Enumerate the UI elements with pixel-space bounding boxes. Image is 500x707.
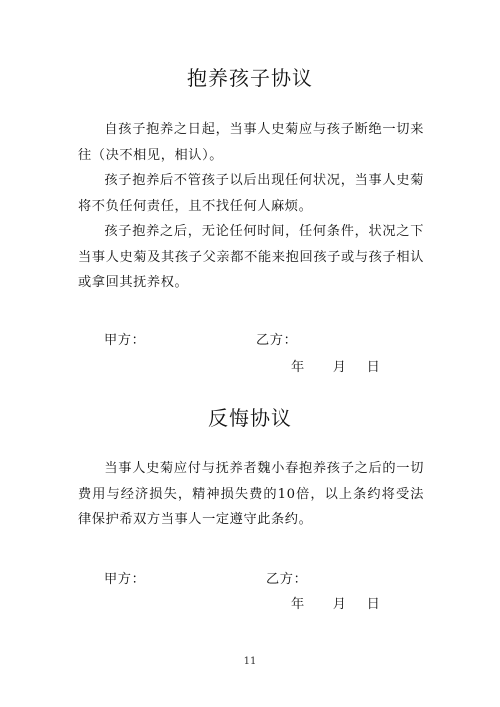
regret-agreement-paragraph: 当事人史菊应付与抚养者魏小春抱养孩子之后的一切费用与经济损失，精神损失费的10倍，以上条约将受法律保护希双方当事人一定遵守此条约。 [78,461,424,527]
regret-agreement-body [78,456,424,533]
regret-party-b-label: 乙方： [266,572,308,587]
agreement-paragraph: 孩子抱养后不管孩子以后出现任何状况，当事人史菊将不负任何责任，且不找任何人麻烦。 [78,173,424,214]
agreement-title: 抱养孩子协议 [187,66,313,90]
date-month-label: 月 [332,360,347,375]
agreement-party-b-label: 乙方： [256,333,298,348]
date-day-label: 日 [366,597,381,612]
regret-agreement-title: 反悔协议 [208,406,292,430]
agreement-body [78,117,424,296]
date-year-label: 年 [291,360,305,375]
agreement-paragraph: 自孩子抱养之日起，当事人史菊应与孩子断绝一切来往（决不相见，相认）。 [78,122,424,163]
agreement-paragraph: 孩子抱养之后，无论任何时间，任何条件，状况之下当事人史菊及其孩子父亲都不能来抱回孩子或与孩子相认或拿回其抚养权。 [78,224,424,290]
date-day-label: 日 [366,360,381,375]
regret-date-line [291,593,380,612]
date-year-label: 年 [291,597,305,612]
agreement-party-a-label: 甲方： [104,333,146,348]
page-number: 11 [243,656,257,667]
date-month-label: 月 [332,597,347,612]
regret-party-a-label: 甲方： [104,572,146,587]
agreement-date-line [291,356,380,375]
